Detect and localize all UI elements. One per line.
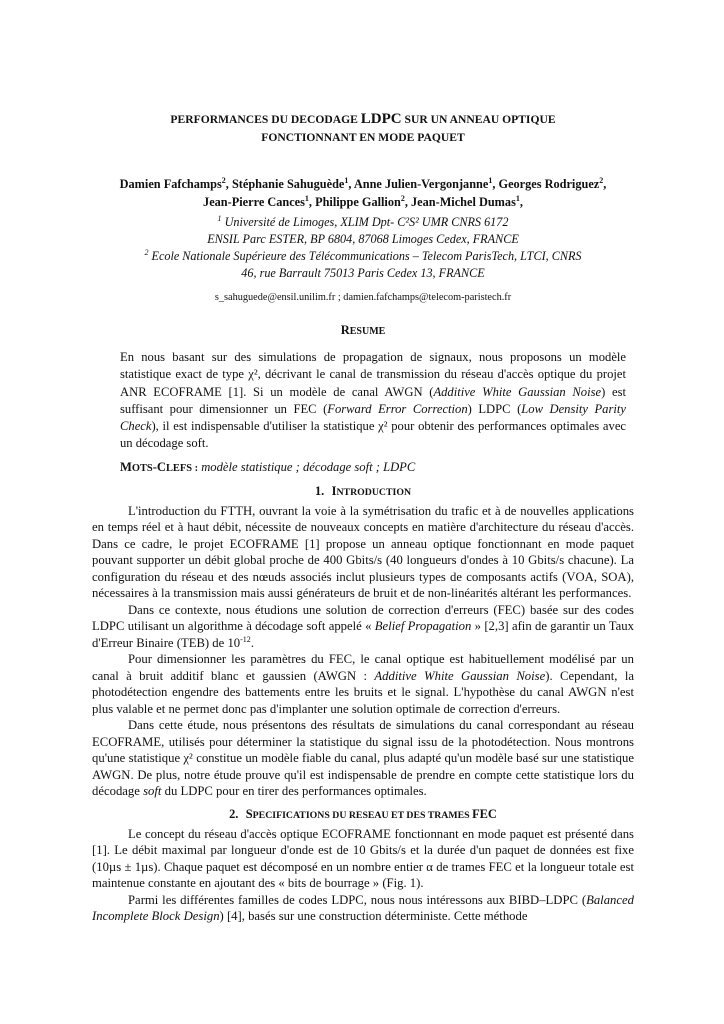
abstract-italic: Forward Error Correction xyxy=(327,401,468,416)
section-number: 2. xyxy=(229,806,239,821)
author-affil-sup: 2 xyxy=(400,193,405,203)
para-run: du LDPC pour en tirer des performances optimales. xyxy=(161,784,427,799)
para-run: Pour dimensionner les paramètres du FEC, le canal optique est habituellement modélisé par un canal à bruit additif blanc et gaussien (AWGN : xyxy=(92,652,634,683)
section-rest: PECIFICATIONS DU RESEAU ET DES TRAMES xyxy=(252,809,470,821)
abstract-text xyxy=(120,349,626,453)
paragraph xyxy=(92,717,634,800)
author-name: Damien Fafchamps xyxy=(119,177,222,191)
exponent: -12 xyxy=(240,634,251,644)
section-cap: I xyxy=(331,483,337,498)
author-list xyxy=(92,175,634,211)
paper-page xyxy=(92,110,634,925)
author-sep: , xyxy=(225,177,232,191)
author-sep: , xyxy=(519,195,523,209)
section-fec: FEC xyxy=(472,806,497,821)
para-run: ). Cependant, la photodétection engendre des battements entre les bruits et le signal. L'hypothèse du canal AWGN n'est plus valable et ne permet donc pas d'implanter une solution optimale de correction d'erreurs. xyxy=(92,668,634,716)
title-line2: FONCTIONNANT EN MODE PAQUET xyxy=(261,131,465,144)
kw-rest: LEFS : xyxy=(166,462,199,474)
abstract-italic: Low Density Parity Check xyxy=(120,401,626,434)
author-sep: , xyxy=(492,177,499,191)
abstract-heading xyxy=(92,323,634,339)
author-name: Stéphanie Sahuguède xyxy=(231,177,345,191)
paragraph xyxy=(92,602,634,652)
section-2-heading xyxy=(92,806,634,824)
author-affil-sup: 1 xyxy=(488,175,493,185)
para-italic: soft xyxy=(143,784,162,799)
section-1-heading xyxy=(92,483,634,501)
abstract-run: ) est suffisant pour dimensionner un FEC ( xyxy=(120,384,626,416)
author-name: Anne Julien-Vergonjanne xyxy=(353,177,489,191)
author-name: Georges Rodriguez xyxy=(498,177,600,191)
para-run: Dans cette étude, nous présentons des résultats de simulations du canal correspondant au réseau ECOFRAME, utilisés pour déterminer la statistique du signal issu de la photodétection. Nous montrons qu'une statistique χ² constitue un modèle fiable du canal, plus adapté qu'un modèle basé sur une statistique AWGN. De plus, notre étude prouve qu'il est indispensable de prendre en compte cette statistique lors du décodage xyxy=(92,718,634,799)
paragraph: L'introduction du FTTH, ouvrant la voie à la symétrisation du trafic et à de nouvelles applications en temps réel et à haut débit, nécessite de nouveaux concepts en matière d'architecture du réseau d'accès. Dans ce cadre, le projet ECOFRAME [1] propose un anneau optique fonctionnant en mode paquet pouvant supporter un débit global proche de 400 Gbits/s (40 longueurs d'ondes à 10 Gbits/s chacune). La configuration du réseau et des nœuds associés inclut plusieurs types de composants actifs (VOA, SOA), nécessaires à la transmission mais aussi générateurs de bruit et de non-linéarités altérant les performances. xyxy=(92,503,634,601)
abstract-run: ) LDPC ( xyxy=(467,401,522,416)
section-cap: S xyxy=(245,806,253,821)
para-run: Parmi les différentes familles de codes LDPC, nous nous intéressons aux BIBD–LDPC ( xyxy=(128,892,587,907)
author-sep: , xyxy=(308,195,316,209)
affiliations xyxy=(92,214,634,282)
section-rest: NTRODUCTION xyxy=(336,486,412,498)
abstract-run: ), il est indispensable d'utiliser la statistique χ² pour obtenir des performances optimales avec un décodage soft. xyxy=(120,419,626,451)
paper-title xyxy=(92,110,634,147)
para-italic: Balanced Incomplete Block Design xyxy=(92,892,634,924)
author-affil-sup: 1 xyxy=(515,193,520,203)
paragraph xyxy=(92,651,634,717)
author-sep: , xyxy=(404,195,411,209)
title-part1: PERFORMANCES DU DECODAGE xyxy=(170,113,361,126)
affil-1-line2: ENSIL Parc ESTER, BP 6804, 87068 Limoges Cedex, FRANCE xyxy=(207,232,519,246)
author-sep: , xyxy=(603,177,607,191)
abstract-run: En nous basant sur des simulations de propagation de signaux, nous proposons un modèle statistique exact de type χ², décrivant le canal de transmission du réseau d'accès optique du projet ANR ECOFRAME [1]. Si un modèle de canal AWGN ( xyxy=(120,350,626,399)
author-affil-sup: 2 xyxy=(221,175,226,185)
keywords-value: modèle statistique ; décodage soft ; LDPC xyxy=(201,459,416,474)
para-italic: Additive White Gaussian Noise xyxy=(374,668,546,683)
para-run: Dans ce contexte, nous étudions une solution de correction d'erreurs (FEC) basée sur des codes LDPC utilisant un algorithme à décodage soft appelé « xyxy=(92,602,634,634)
kw-dash: - xyxy=(152,459,157,474)
para-italic: Belief Propagation xyxy=(374,619,472,634)
title-ldpc: LDPC xyxy=(360,111,402,127)
author-affil-sup: 1 xyxy=(344,175,349,185)
paragraph: Le concept du réseau d'accès optique ECOFRAME fonctionnant en mode paquet est présenté dans [1]. Le débit maximal par longueur d'onde est de 10 Gbits/s et la durée d'un paquet de données est fixe (10µs ± 1µs). Chaque paquet est décomposé en un nombre entier α de trames FEC et la longueur totale est maintenue constante en ajoutant des « bits de bourrage » (Fig. 1). xyxy=(92,826,634,891)
title-part3: SUR UN ANNEAU OPTIQUE xyxy=(401,113,556,126)
section-number: 1. xyxy=(314,483,325,498)
affil-2-line1: Ecole Nationale Supérieure des Télécommunications – Telecom ParisTech, LTCI, CNRS xyxy=(151,249,582,263)
keywords-label xyxy=(120,459,199,474)
author-name: Jean-Michel Dumas xyxy=(411,195,516,209)
affil-2-line2: 46, rue Barrault 75013 Paris Cedex 13, FRANCE xyxy=(241,266,485,280)
author-affil-sup: 2 xyxy=(599,175,604,185)
para-run: . xyxy=(250,635,254,650)
email-line: s_sahuguede@ensil.unilim.fr ; damien.fafchamps@telecom-paristech.fr xyxy=(214,292,512,303)
kw-rest: OTS xyxy=(131,462,153,474)
kw-cap: M xyxy=(120,459,132,474)
author-affil-sup: 1 xyxy=(304,193,309,203)
para-run: » [2,3] afin de garantir un Taux d'Erreur Binaire (TEB) de 10 xyxy=(92,619,634,650)
heading-rest: ESUME xyxy=(349,326,386,337)
affil-sup: 1 xyxy=(217,213,222,223)
author-sep: , xyxy=(348,177,354,191)
para-run: ) [4], basés sur une construction déterministe. Cette méthode xyxy=(219,909,528,924)
affil-sup: 2 xyxy=(144,247,149,257)
author-name: Philippe Gallion xyxy=(315,195,401,209)
heading-cap: R xyxy=(340,323,350,337)
author-name: Jean-Pierre Cances xyxy=(203,195,305,209)
kw-cap: C xyxy=(156,459,166,474)
keywords xyxy=(120,459,634,477)
paragraph xyxy=(92,892,634,925)
abstract-italic: Additive White Gaussian Noise xyxy=(433,384,602,399)
affil-1-line1: Université de Limoges, XLIM Dpt- C²S² UMR CNRS 6172 xyxy=(224,215,509,229)
